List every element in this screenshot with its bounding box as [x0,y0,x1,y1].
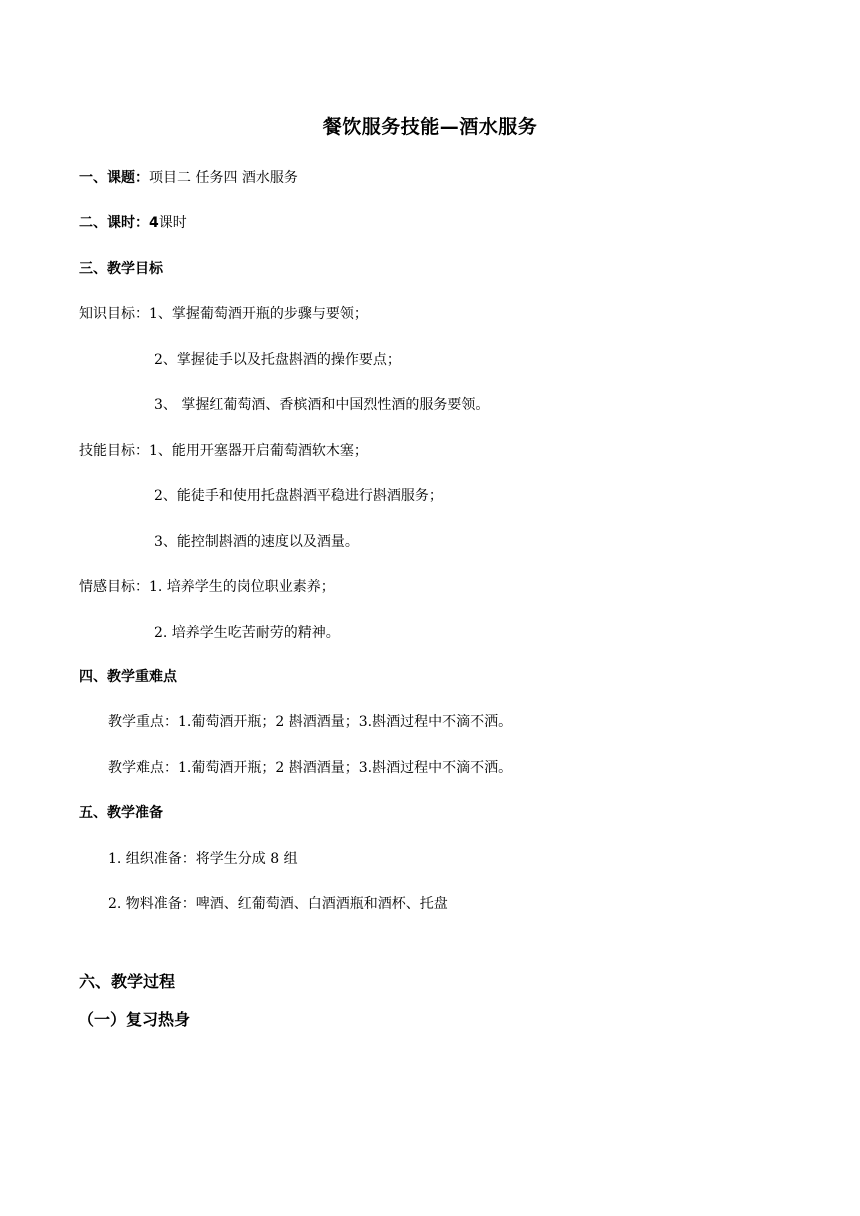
skill-objective-1 [79,441,368,461]
key-focus: 教学重点：1.葡萄酒开瓶；2 斟酒酒量；3.斟酒过程中不滴不洒。 [108,714,513,730]
knowledge-objective-2: 2、掌握徒手以及托盘斟酒的操作要点； [154,352,401,368]
knowledge-objective-1 [79,304,368,324]
hours-line [79,213,187,233]
skill-objective-2: 2、能徒手和使用托盘斟酒平稳进行斟酒服务； [154,488,443,504]
preparation-item: 2. 物料准备：啤酒、红葡萄酒、白酒酒瓶和酒杯、托盘 [108,896,448,912]
key-difficulty: 教学难点：1.葡萄酒开瓶；2 斟酒酒量；3.斟酒过程中不滴不洒。 [108,760,513,776]
hours-unit: 课时 [158,215,187,231]
emotion-item: 1. 培养学生的岗位职业素养； [149,579,335,595]
hours-label: 二、课时： [79,215,149,231]
course-line [79,168,298,188]
skill-item: 1、能用开塞器开启葡萄酒软木塞； [149,443,368,459]
skill-objective-3: 3、能控制斟酒的速度以及酒量。 [154,534,359,550]
hours-number: 4 [149,215,159,231]
skill-label: 技能目标： [79,443,149,459]
course-value: 项目二 任务四 酒水服务 [149,170,298,186]
emotion-label: 情感目标： [79,579,149,595]
preparation-item: 1. 组织准备：将学生分成 8 组 [108,851,298,867]
process-subheading: （一）复习热身 [78,1010,191,1029]
preparation-heading: 五、教学准备 [79,805,163,821]
key-points-heading: 四、教学重难点 [79,669,177,685]
process-heading: 六、教学过程 [79,972,176,991]
emotion-objective-2: 2. 培养学生吃苦耐劳的精神。 [154,625,340,641]
knowledge-objective-3: 3、 掌握红葡萄酒、香槟酒和中国烈性酒的服务要领。 [154,397,490,413]
course-label: 一、课题： [79,170,149,186]
objectives-heading: 三、教学目标 [79,261,163,277]
emotion-objective-1 [79,577,335,597]
knowledge-item: 1、掌握葡萄酒开瓶的步骤与要领； [149,306,368,322]
knowledge-label: 知识目标： [79,306,149,322]
page-title: 餐饮服务技能—酒水服务 [322,116,538,138]
